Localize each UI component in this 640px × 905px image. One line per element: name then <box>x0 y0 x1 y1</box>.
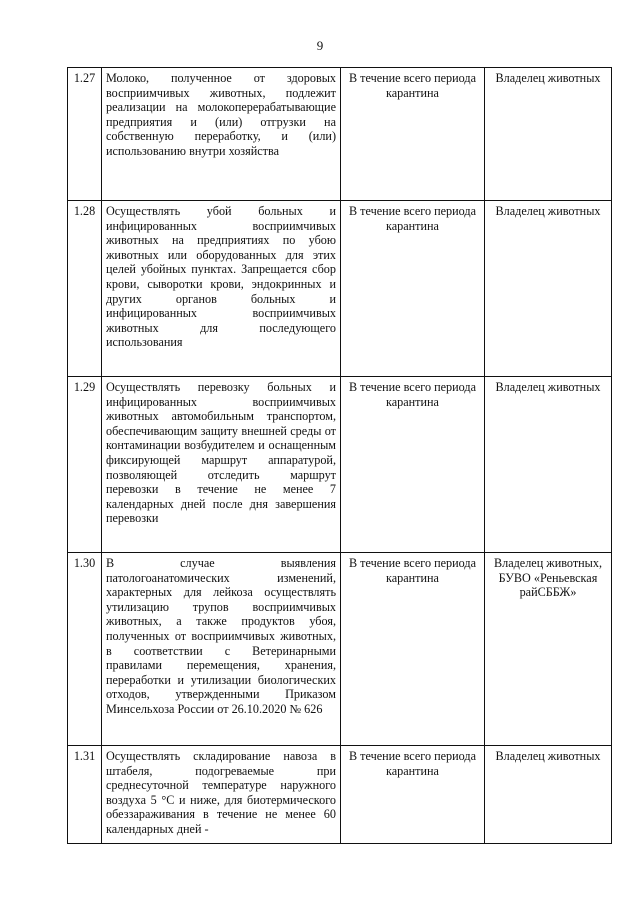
measure-term: В течение всего периода карантина <box>341 68 485 201</box>
table-row <box>68 201 612 377</box>
measure-responsible: Владелец животных <box>485 201 612 377</box>
page-number: 9 <box>316 38 324 53</box>
measure-text: Осуществлять складирование навоза в штабеля, подогреваемые при среднесуточной температуре наружного воздуха 5 °С и ниже, для биотермического обеззараживания в течение не менее 60 календарных дней - <box>102 746 341 844</box>
measure-term: В течение всего периода карантина <box>341 553 485 746</box>
measure-term: В течение всего периода карантина <box>341 201 485 377</box>
measure-text: В случае выявления патологоанатомических изменений, характерных для лейкоза осуществлять утилизацию трупов восприимчивых животных, а также продуктов убоя, полученных от восприимчивых животных, в соответствии с Ветеринарными правилами перемещения, хранения, переработки и утилизации биологических отходов, утвержденными Приказом Минсельхоза России от 26.10.2020 № 626 <box>102 553 341 746</box>
row-number: 1.27 <box>68 68 102 201</box>
row-number: 1.29 <box>68 377 102 553</box>
measure-text: Осуществлять убой больных и инфицированных восприимчивых животных на предприятиях по убою животных или оборудованных для этих целей убойных пунктах. Запрещается сбор крови, сыворотки крови, эндокринных и других органов больных и инфицированных восприимчивых животных для последующего использования <box>102 201 341 377</box>
table-row <box>68 746 612 844</box>
measure-term: В течение всего периода карантина <box>341 746 485 844</box>
measure-term: В течение всего периода карантина <box>341 377 485 553</box>
measures-table <box>67 67 612 844</box>
measure-text: Молоко, полученное от здоровых восприимчивых животных, подлежит реализации на молокоперерабатывающие предприятия и (или) отгрузки на собственную переработку, и (или) использованию внутри хозяйства <box>102 68 341 201</box>
table-row <box>68 68 612 201</box>
row-number: 1.30 <box>68 553 102 746</box>
row-number: 1.31 <box>68 746 102 844</box>
measure-responsible: Владелец животных, БУВО «Реньевская райСББЖ» <box>485 553 612 746</box>
measure-responsible: Владелец животных <box>485 68 612 201</box>
measure-text: Осуществлять перевозку больных и инфицированных восприимчивых животных автомобильным транспортом, обеспечивающим защиту внешней среды от контаминации возбудителем и оснащенным фиксирующей маршрут аппаратурой, позволяющей отследить маршрут перевозки в течение не менее 7 календарных дней после дня завершения перевозки <box>102 377 341 553</box>
measure-responsible: Владелец животных <box>485 377 612 553</box>
table-row <box>68 553 612 746</box>
table-row <box>68 377 612 553</box>
row-number: 1.28 <box>68 201 102 377</box>
measure-responsible: Владелец животных <box>485 746 612 844</box>
